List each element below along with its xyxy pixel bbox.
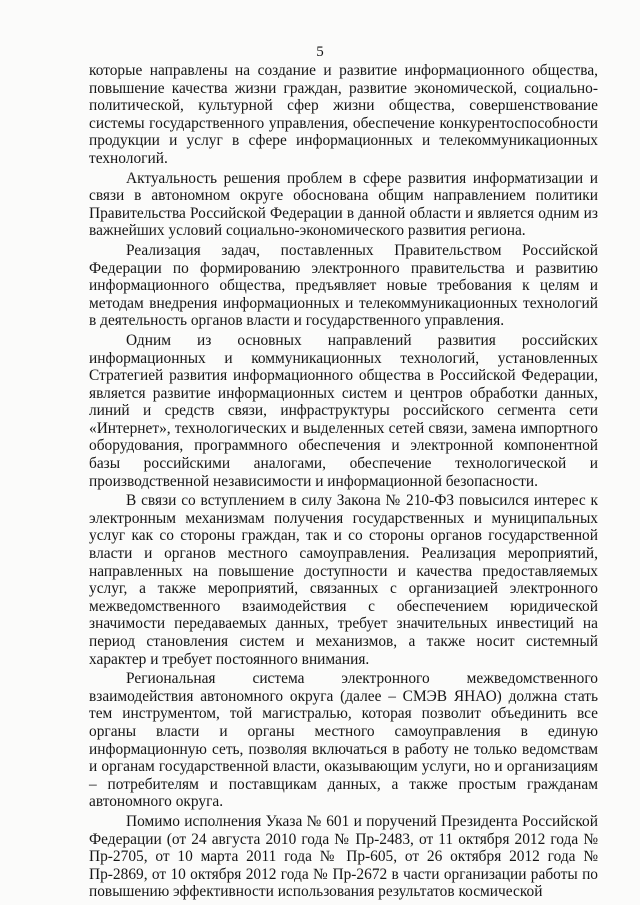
document-body xyxy=(89,62,598,903)
page-number: 5 xyxy=(316,44,324,60)
paragraph-decree-601: Помимо исполнения Указа № 601 и поручений Президента Российской Федерации (от 24 августа 2010 года № Пр-2483, от 11 октября 2012 года № Пр-2705, от 10 марта 2011 года № Пр-605, от 26 октября 2012 года № Пр-2869, от 10 октября 2012 года № Пр-2672 в части организации работы по повышению эффективности использования результатов космической xyxy=(89,812,598,901)
paragraph-ict-directions: Одним из основных направлений развития российских информационных и коммуникационных технологий, установленных Стратегией развития информационного общества в Российской Федерации, является развитие информационных систем и центров обработки данных, линий и средств связи, инфраструктуры российского сегмента сети «Интернет», технологических и выделенных сетей связи, замена импортного оборудования, программного обеспечения и электронной компонентной базы российскими аналогами, обеспечение технологической и производственной независимости и информационной безопасности. xyxy=(89,331,598,490)
paragraph-smev-yanao: Региональная система электронного межведомственного взаимодействия автономного округа (далее – СМЭВ ЯНАО) должна стать тем инструментом, той магистралью, которая позволит объединить все органы власти и органы местного самоуправления в единую информационную сеть, позволяя включаться в работу не только ведомствам и органам государственной власти, оказывающим услуги, но и организациям – потребителям и поставщикам данных, а также простым гражданам автономного округа. xyxy=(89,670,598,811)
paragraph-continuation: которые направлены на создание и развитие информационного общества, повышение качества жизни граждан, развитие экономической, социально-политической, культурной сфер жизни общества, совершенствование системы государственного управления, обеспечение конкурентоспособности продукции и услуг в сфере информационных и телекоммуникационных технологий. xyxy=(89,62,598,167)
paragraph-law-210-fz: В связи со вступлением в силу Закона № 210-ФЗ повысился интерес к электронным механизмам получения государственных и муниципальных услуг как со стороны граждан, так и со стороны органов государственной власти и органов местного самоуправления. Реализация мероприятий, направленных на повышение доступности и качества предоставляемых услуг, а также мероприятий, связанных с организацией электронного межведомственного взаимодействия с обеспечением юридической значимости передаваемых данных, требует значительных инвестиций на период становления систем и механизмов, а также носит системный характер и требует постоянного внимания. xyxy=(89,492,598,668)
paragraph-relevance: Актуальность решения проблем в сфере развития информатизации и связи в автономном округе обоснована общим направлением политики Правительства Российской Федерации в данной области и является одним из важнейших условий социально-экономического развития региона. xyxy=(89,169,598,240)
paragraph-e-government-tasks: Реализация задач, поставленных Правительством Российской Федерации по формированию электронного правительства и развитию информационного общества, предъявляет новые требования к целям и методам внедрения информационных и телекоммуникационных технологий в деятельность органов власти и государственного управления. xyxy=(89,241,598,330)
